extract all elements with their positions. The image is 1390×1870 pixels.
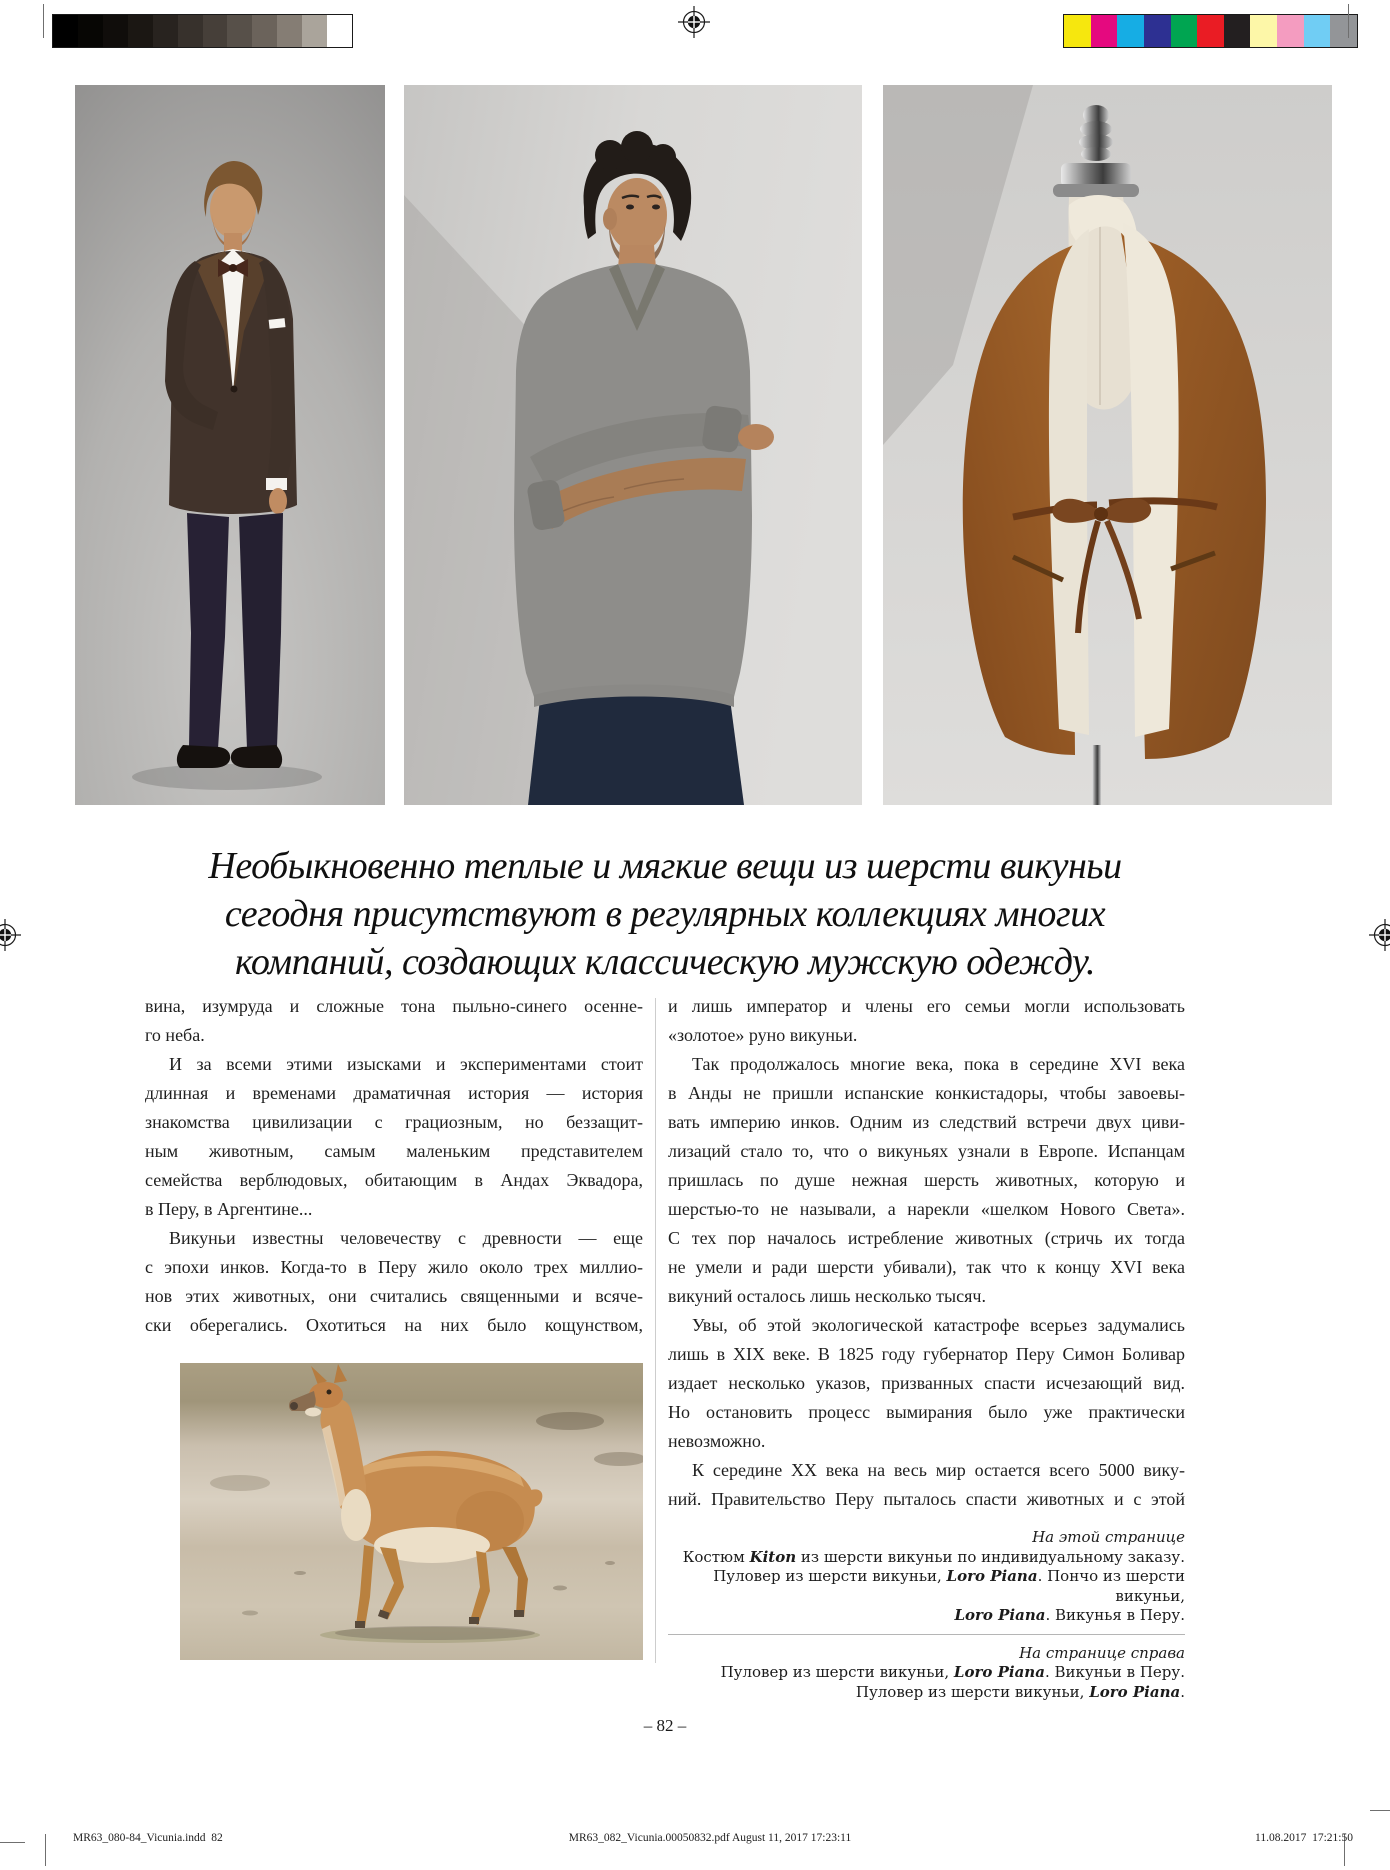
body-text-line: И за всеми этими изысками и экспериментами стоит bbox=[169, 1054, 643, 1074]
body-text-line: семейства верблюдовых, обитающим в Андах Эквадора, bbox=[145, 1170, 643, 1190]
color-swatch bbox=[1091, 15, 1118, 47]
grayscale-swatch bbox=[53, 15, 78, 47]
caption-this-page bbox=[668, 1548, 1185, 1626]
body-text-line: вина, изумруда и сложные тона пыльно-синего осенне- bbox=[145, 996, 643, 1016]
grayscale-swatch bbox=[227, 15, 252, 47]
body-text-line: шерстью-то не называли, а нарекли «шелком Нового Света». bbox=[668, 1199, 1185, 1219]
color-swatch bbox=[1277, 15, 1304, 47]
body-text-line: в Перу, в Аргентине... bbox=[145, 1199, 313, 1219]
slug-filename: MR63_080-84_Vicunia.indd 82 bbox=[73, 1832, 223, 1844]
color-swatch bbox=[1224, 15, 1251, 47]
body-text-line: нов этих животных, они считались священными и всяче- bbox=[145, 1286, 643, 1306]
grayscale-swatch bbox=[277, 15, 302, 47]
body-text-line: ний. Правительство Перу пыталось спасти животных и с этой bbox=[668, 1489, 1185, 1509]
body-text-line: лизаций стало то, что о викуньях узнали в Европе. Испанцам bbox=[668, 1141, 1185, 1161]
registration-mark-icon bbox=[677, 5, 711, 39]
headline bbox=[145, 842, 1185, 986]
body-text-line: Так продолжалось многие века, пока в середине XVI века bbox=[692, 1054, 1185, 1074]
color-swatch bbox=[1117, 15, 1144, 47]
brand-name: Kiton bbox=[749, 1547, 797, 1566]
registration-mark-icon bbox=[0, 918, 22, 952]
caption-divider bbox=[668, 1634, 1185, 1635]
slug-datetime: 11.08.2017 17:21:50 bbox=[1255, 1832, 1353, 1844]
crop-mark bbox=[0, 1842, 25, 1843]
caption-line: Loro Piana. Викунья в Перу. bbox=[954, 1606, 1185, 1624]
color-swatch bbox=[1304, 15, 1331, 47]
body-text-line: с эпохи инков. Когда-то в Перу жило около трех миллио- bbox=[145, 1257, 643, 1277]
body-text-line: го неба. bbox=[145, 1025, 205, 1045]
body-text-line: С тех пор началось истребление животных (стричь их тогда bbox=[668, 1228, 1185, 1248]
slug-pdf-info: MR63_082_Vicunia.00050832.pdf August 11, 2017 17:23:11 bbox=[568, 1832, 852, 1844]
headline-line: сегодня присутствуют в регулярных коллекциях многих bbox=[224, 893, 1106, 935]
caption-line: Пуловер из шерсти викуньи, Loro Piana. Викуньи в Перу. bbox=[720, 1663, 1185, 1681]
photo-vicuna-cape bbox=[883, 85, 1332, 805]
body-text-line: вать империю инков. Одним из следствий встречи двух циви- bbox=[668, 1112, 1185, 1132]
color-swatch bbox=[1250, 15, 1277, 47]
brand-name: Loro Piana bbox=[1089, 1682, 1181, 1701]
headline-line: Необыкновенно теплые и мягкие вещи из шерсти викуньи bbox=[208, 845, 1122, 887]
crop-mark bbox=[45, 1834, 46, 1866]
crop-mark bbox=[1370, 1810, 1390, 1811]
grayscale-swatch bbox=[103, 15, 128, 47]
body-text-line: издает несколько указов, призванных спасти исчезающий вид. bbox=[668, 1373, 1185, 1393]
caption-line: Костюм Kiton из шерсти викуньи по индивидуальному заказу. bbox=[682, 1547, 1185, 1566]
body-text-line: длинная и временами драматичная история — история bbox=[145, 1083, 643, 1103]
page-number: – 82 – bbox=[643, 1716, 687, 1735]
caption-line: Пуловер из шерсти викуньи, Loro Piana. Пончо из шерсти викуньи, bbox=[713, 1567, 1185, 1605]
body-text-line: в Анды не пришли испанские конкистадоры, чтобы завоевы- bbox=[668, 1083, 1185, 1103]
body-text-line: К середине XX века на весь мир остается всего 5000 вику- bbox=[692, 1460, 1185, 1480]
grayscale-swatch bbox=[327, 15, 352, 47]
grayscale-swatch bbox=[302, 15, 327, 47]
caption-this-page-label: На этой странице bbox=[1032, 1528, 1185, 1546]
column-divider bbox=[655, 998, 656, 1663]
body-text-line: не умели и ради шерсти убивали), так что к концу XVI века bbox=[668, 1257, 1185, 1277]
color-swatch bbox=[1144, 15, 1171, 47]
color-calibration-bar bbox=[1063, 14, 1358, 48]
grayscale-swatch bbox=[178, 15, 203, 47]
body-text-line: невозможно. bbox=[668, 1431, 766, 1451]
grayscale-calibration-bar bbox=[52, 14, 353, 48]
photo-gray-sweater bbox=[404, 85, 862, 805]
photo-brown-tuxedo bbox=[75, 85, 385, 805]
body-text-line: Викуньи известны человечеству с древности — еще bbox=[169, 1228, 643, 1248]
headline-line: компаний, создающих классическую мужскую одежду. bbox=[235, 941, 1095, 983]
grayscale-swatch bbox=[252, 15, 277, 47]
color-swatch bbox=[1330, 15, 1357, 47]
caption-right-page bbox=[668, 1663, 1185, 1702]
crop-mark bbox=[43, 4, 44, 38]
caption-line: Пуловер из шерсти викуньи, Loro Piana. bbox=[855, 1682, 1185, 1701]
color-swatch bbox=[1197, 15, 1224, 47]
color-swatch bbox=[1064, 15, 1091, 47]
body-text-line: пришлась по душе нежная шерсть животных, которую и bbox=[668, 1170, 1185, 1190]
brand-name: Loro Piana bbox=[946, 1567, 1038, 1585]
body-text-line: ски оберегались. Охотиться на них было кощунством, bbox=[145, 1315, 643, 1335]
article-right-column bbox=[668, 992, 1185, 1514]
body-text-line: и лишь император и члены его семьи могли использовать bbox=[668, 996, 1185, 1016]
grayscale-swatch bbox=[153, 15, 178, 47]
caption-block bbox=[668, 1528, 1185, 1702]
grayscale-swatch bbox=[203, 15, 228, 47]
caption-right-page-label: На странице справа bbox=[1019, 1643, 1185, 1662]
brand-name: Loro Piana bbox=[953, 1663, 1045, 1681]
body-text-line: знакомства цивилизации с грациозным, но беззащит- bbox=[145, 1112, 643, 1132]
article-left-column bbox=[145, 992, 643, 1340]
body-text-line: «золотое» руно викуньи. bbox=[668, 1025, 858, 1045]
crop-mark bbox=[1348, 4, 1349, 38]
body-text-line: лишь в XIX веке. В 1825 году губернатор Перу Симон Боливар bbox=[668, 1344, 1185, 1364]
color-swatch bbox=[1171, 15, 1198, 47]
body-text-line: Но остановить процесс вымирания было уже практически bbox=[668, 1402, 1185, 1422]
photo-vicuna-animal bbox=[180, 1363, 643, 1660]
grayscale-swatch bbox=[78, 15, 103, 47]
body-text-line: ным животным, самым маленьким представителем bbox=[145, 1141, 643, 1161]
brand-name: Loro Piana bbox=[954, 1606, 1046, 1624]
body-text-line: Увы, об этой экологической катастрофе всерьез задумались bbox=[692, 1315, 1185, 1335]
grayscale-swatch bbox=[128, 15, 153, 47]
body-text-line: викуний осталось лишь несколько тысяч. bbox=[668, 1286, 986, 1306]
registration-mark-icon bbox=[1368, 918, 1390, 952]
